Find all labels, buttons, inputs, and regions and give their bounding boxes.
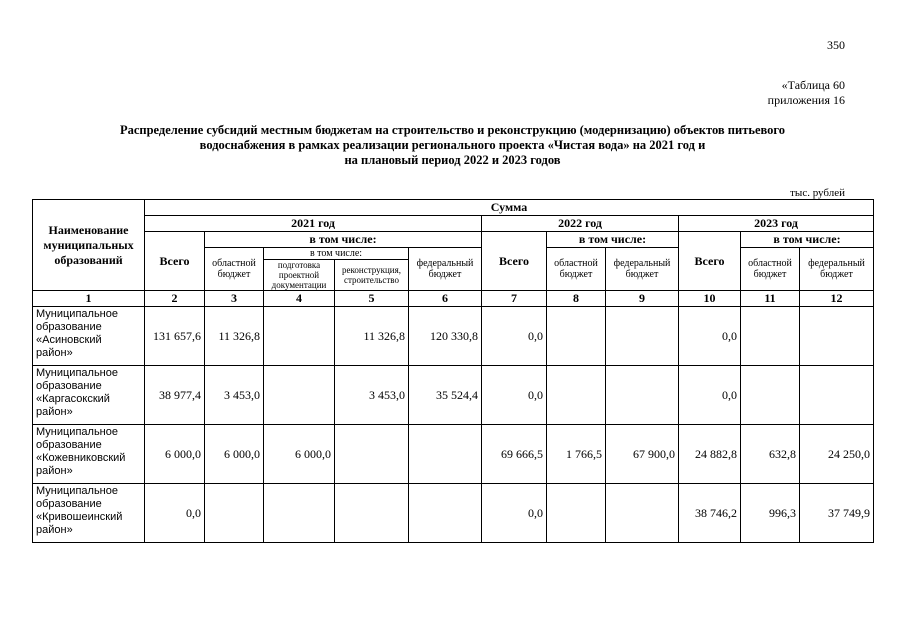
header-year-2021: 2021 год: [145, 216, 482, 232]
value-cell: 0,0: [482, 307, 547, 366]
value-cell: [606, 366, 679, 425]
column-number: 8: [547, 291, 606, 307]
header-2021-reconstruction: реконструкция, строительство: [335, 260, 409, 291]
municipality-name: Муниципальное образование «Кривошеинский район»: [33, 484, 145, 543]
table-reference: [768, 78, 845, 108]
header-2021-federal: федеральный бюджет: [409, 248, 482, 291]
value-cell: 11 326,8: [335, 307, 409, 366]
header-2022-including: в том числе:: [547, 232, 679, 248]
value-cell: 131 657,6: [145, 307, 205, 366]
header-2023-including: в том числе:: [741, 232, 874, 248]
value-cell: [741, 366, 800, 425]
header-sum: Сумма: [145, 200, 874, 216]
header-year-2022: 2022 год: [482, 216, 679, 232]
value-cell: 6 000,0: [205, 425, 264, 484]
column-numbers-row: [33, 291, 874, 307]
header-2021-regional: областной бюджет: [205, 248, 264, 291]
value-cell: 24 250,0: [800, 425, 874, 484]
value-cell: [205, 484, 264, 543]
value-cell: 0,0: [482, 484, 547, 543]
header-2022-regional: областной бюджет: [547, 248, 606, 291]
table-ref-line1: «Таблица 60: [781, 78, 845, 92]
subsidy-table: [32, 199, 874, 543]
document-title: [40, 123, 865, 168]
value-cell: [335, 484, 409, 543]
table-row: [33, 425, 874, 484]
value-cell: [547, 484, 606, 543]
column-number: 1: [33, 291, 145, 307]
value-cell: [547, 366, 606, 425]
value-cell: [606, 484, 679, 543]
column-number: 7: [482, 291, 547, 307]
value-cell: 69 666,5: [482, 425, 547, 484]
value-cell: 996,3: [741, 484, 800, 543]
value-cell: 35 524,4: [409, 366, 482, 425]
value-cell: 1 766,5: [547, 425, 606, 484]
column-number: 12: [800, 291, 874, 307]
units-label: тыс. рублей: [790, 187, 845, 199]
header-name-column: Наименование муниципальных образований: [33, 200, 145, 291]
table-row: [33, 484, 874, 543]
value-cell: [547, 307, 606, 366]
value-cell: 632,8: [741, 425, 800, 484]
value-cell: 24 882,8: [679, 425, 741, 484]
value-cell: [409, 484, 482, 543]
column-number: 4: [264, 291, 335, 307]
value-cell: [409, 425, 482, 484]
column-number: 5: [335, 291, 409, 307]
page-number: 350: [827, 38, 845, 52]
value-cell: [335, 425, 409, 484]
title-line1: Распределение субсидий местным бюджетам на строительство и реконструкцию (модернизацию) объектов питьевого: [119, 123, 786, 137]
value-cell: 0,0: [145, 484, 205, 543]
value-cell: [800, 307, 874, 366]
title-line3: на плановый период 2022 и 2023 годов: [344, 153, 561, 167]
header-year-2023: 2023 год: [679, 216, 874, 232]
value-cell: 38 746,2: [679, 484, 741, 543]
value-cell: 0,0: [679, 307, 741, 366]
value-cell: [606, 307, 679, 366]
municipality-name: Муниципальное образование «Каргасокский район»: [33, 366, 145, 425]
municipality-name: Муниципальное образование «Кожевниковский район»: [33, 425, 145, 484]
header-2021-sub-including: в том числе:: [264, 248, 409, 260]
column-number: 10: [679, 291, 741, 307]
column-number: 11: [741, 291, 800, 307]
column-number: 9: [606, 291, 679, 307]
value-cell: 3 453,0: [205, 366, 264, 425]
column-number: 6: [409, 291, 482, 307]
value-cell: 0,0: [679, 366, 741, 425]
header-2022-federal: федеральный бюджет: [606, 248, 679, 291]
value-cell: [264, 366, 335, 425]
value-cell: 67 900,0: [606, 425, 679, 484]
table-row: [33, 307, 874, 366]
value-cell: 37 749,9: [800, 484, 874, 543]
table-row: [33, 366, 874, 425]
municipality-name: Муниципальное образование «Асиновский район»: [33, 307, 145, 366]
header-2023-regional: областной бюджет: [741, 248, 800, 291]
value-cell: 11 326,8: [205, 307, 264, 366]
header-2023-federal: федеральный бюджет: [800, 248, 874, 291]
value-cell: [800, 366, 874, 425]
value-cell: 0,0: [482, 366, 547, 425]
title-line2: водоснабжения в рамках реализации регионального проекта «Чистая вода» на 2021 год и: [199, 138, 706, 152]
header-2021-design-docs: подготовка проектной документации: [264, 260, 335, 291]
value-cell: 6 000,0: [264, 425, 335, 484]
header-2021-including: в том числе:: [205, 232, 482, 248]
header-2023-total: Всего: [679, 232, 741, 291]
value-cell: 3 453,0: [335, 366, 409, 425]
value-cell: [264, 484, 335, 543]
value-cell: 120 330,8: [409, 307, 482, 366]
value-cell: [741, 307, 800, 366]
column-number: 2: [145, 291, 205, 307]
header-2022-total: Всего: [482, 232, 547, 291]
table-ref-line2: приложения 16: [767, 93, 845, 107]
value-cell: 6 000,0: [145, 425, 205, 484]
column-number: 3: [205, 291, 264, 307]
value-cell: [264, 307, 335, 366]
value-cell: 38 977,4: [145, 366, 205, 425]
header-2021-total: Всего: [145, 232, 205, 291]
